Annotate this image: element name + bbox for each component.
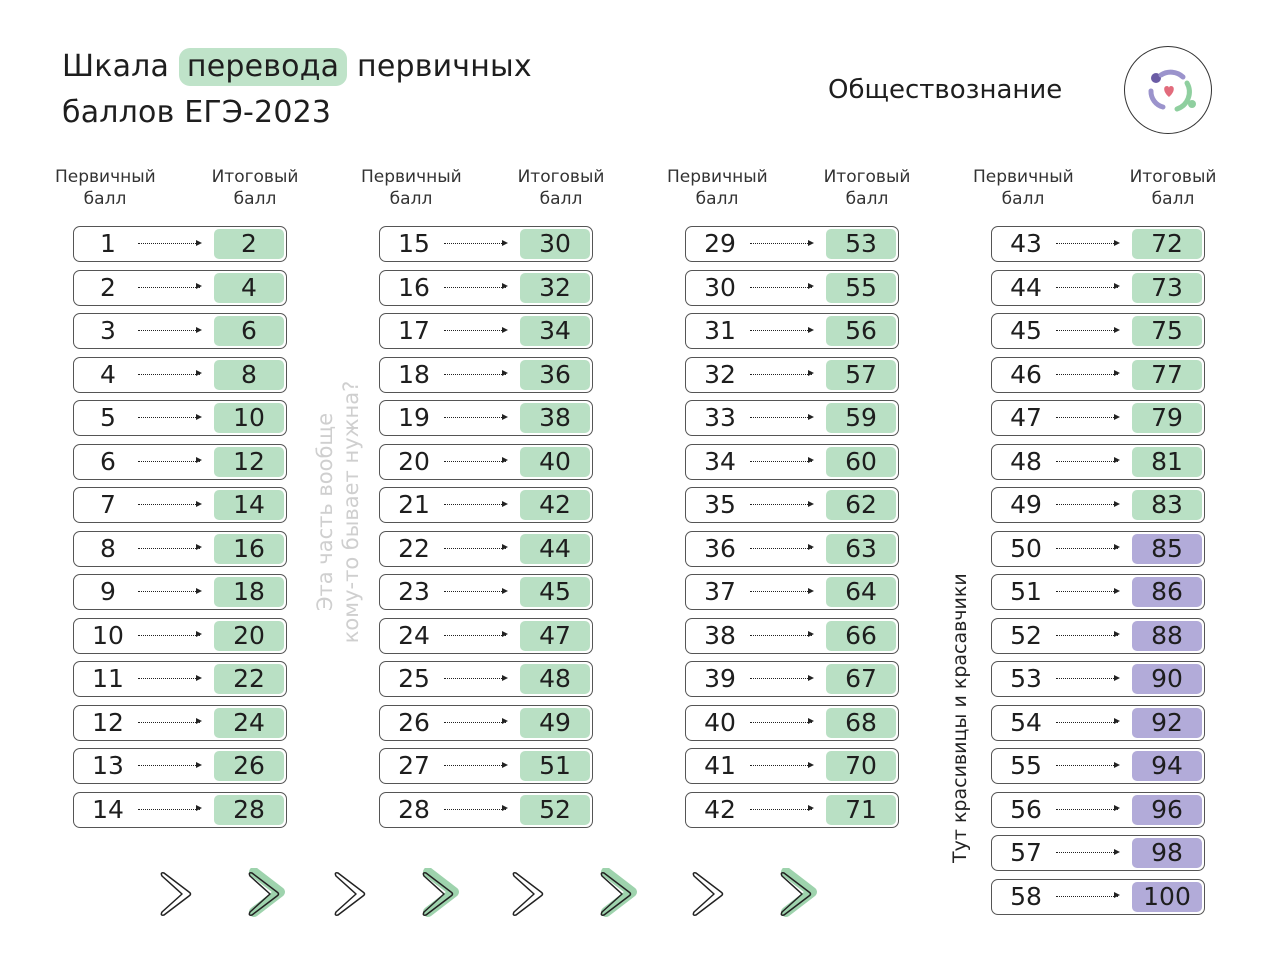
- chevron-right-icon: [156, 868, 200, 920]
- primary-score: 25: [398, 664, 430, 693]
- score-row: [379, 748, 593, 784]
- primary-score: 58: [1010, 881, 1042, 911]
- arrow-right-icon: [444, 548, 506, 549]
- primary-score: 51: [1010, 577, 1042, 606]
- score-row: [73, 574, 287, 610]
- title-line2: баллов ЕГЭ-2023: [62, 95, 332, 130]
- title-highlight: перевода: [179, 48, 347, 86]
- primary-score: 19: [398, 403, 430, 432]
- arrow-right-icon: [1056, 635, 1118, 636]
- arrow-right-icon: [1056, 461, 1118, 462]
- primary-score: 48: [1010, 446, 1042, 476]
- primary-score: 36: [704, 533, 736, 563]
- primary-score: 9: [100, 577, 116, 606]
- primary-score: 55: [1010, 751, 1042, 780]
- arrow-right-icon: [750, 504, 812, 505]
- arrow-right-icon: [444, 243, 506, 244]
- score-row: [379, 487, 593, 523]
- final-score: 75: [1132, 316, 1202, 346]
- final-score: 38: [520, 403, 590, 433]
- final-score: 66: [826, 621, 896, 651]
- score-row: [73, 487, 287, 523]
- arrow-right-icon: [444, 678, 506, 679]
- score-row: [379, 574, 593, 610]
- score-row: [991, 574, 1205, 610]
- side-note-left-line1: Эта часть вообще: [313, 412, 337, 612]
- score-row: [685, 226, 899, 262]
- primary-score: 31: [704, 316, 736, 345]
- primary-score: 6: [100, 446, 116, 476]
- final-score: 81: [1132, 447, 1202, 477]
- score-row: [991, 792, 1205, 828]
- final-score: 44: [520, 534, 590, 564]
- primary-score: 2: [100, 272, 116, 302]
- final-score: 72: [1132, 229, 1202, 259]
- arrow-right-icon: [1056, 678, 1118, 679]
- final-score: 32: [520, 273, 590, 303]
- score-row: [991, 226, 1205, 262]
- chevron-right-icon: [330, 868, 374, 920]
- final-score: 57: [826, 360, 896, 390]
- final-score: 14: [214, 490, 284, 520]
- final-score: 96: [1132, 795, 1202, 825]
- arrow-right-icon: [444, 809, 506, 810]
- final-score: 26: [214, 751, 284, 781]
- score-row: [379, 444, 593, 480]
- final-score: 88: [1132, 621, 1202, 651]
- final-score: 8: [214, 360, 284, 390]
- arrow-right-icon: [1056, 548, 1118, 549]
- score-row: [73, 748, 287, 784]
- score-row: [379, 357, 593, 393]
- score-row: [73, 618, 287, 654]
- final-score: 73: [1132, 273, 1202, 303]
- primary-score: 41: [704, 751, 736, 780]
- score-row: [685, 748, 899, 784]
- chevron-right-icon: [244, 868, 288, 920]
- score-row: [685, 270, 899, 306]
- score-row: [73, 270, 287, 306]
- score-row: [685, 313, 899, 349]
- final-score: 51: [520, 751, 590, 781]
- arrow-right-icon: [138, 417, 200, 418]
- score-row: [685, 487, 899, 523]
- primary-score: 46: [1010, 359, 1042, 389]
- arrow-right-icon: [750, 417, 812, 418]
- primary-score: 38: [704, 620, 736, 650]
- arrow-right-icon: [1056, 722, 1118, 723]
- score-row: [991, 357, 1205, 393]
- side-note-left-line2: кому-то бывает нужна?: [339, 380, 363, 644]
- primary-score: 28: [398, 794, 430, 824]
- arrow-right-icon: [750, 635, 812, 636]
- primary-score: 40: [704, 707, 736, 737]
- score-row: [991, 618, 1205, 654]
- score-row: [991, 444, 1205, 480]
- score-row: [73, 792, 287, 828]
- final-score: 18: [214, 577, 284, 607]
- primary-score: 42: [704, 794, 736, 824]
- score-row: [991, 270, 1205, 306]
- score-row: [379, 226, 593, 262]
- score-row: [991, 879, 1205, 915]
- arrow-right-icon: [1056, 287, 1118, 288]
- arrow-right-icon: [1056, 417, 1118, 418]
- score-row: [991, 748, 1205, 784]
- chevron-right-icon: [776, 868, 820, 920]
- arrow-right-icon: [750, 548, 812, 549]
- final-score: 49: [520, 708, 590, 738]
- arrow-right-icon: [138, 287, 200, 288]
- final-score: 2: [214, 229, 284, 259]
- final-score: 10: [214, 403, 284, 433]
- primary-score: 16: [398, 272, 430, 302]
- final-score: 98: [1132, 838, 1202, 868]
- score-row: [685, 444, 899, 480]
- final-score: 100: [1132, 882, 1202, 912]
- arrow-right-icon: [444, 765, 506, 766]
- primary-score: 10: [92, 620, 124, 650]
- arrow-right-icon: [750, 722, 812, 723]
- final-score: 62: [826, 490, 896, 520]
- final-score: 47: [520, 621, 590, 651]
- final-score: 83: [1132, 490, 1202, 520]
- score-row: [685, 792, 899, 828]
- score-row: [379, 313, 593, 349]
- final-score: 77: [1132, 360, 1202, 390]
- final-score: 55: [826, 273, 896, 303]
- arrow-right-icon: [750, 287, 812, 288]
- final-score: 4: [214, 273, 284, 303]
- final-score: 60: [826, 447, 896, 477]
- final-score: 34: [520, 316, 590, 346]
- column-header-final: Итоговый балл: [1129, 167, 1217, 209]
- primary-score: 26: [398, 707, 430, 737]
- score-row: [991, 400, 1205, 436]
- final-score: 22: [214, 664, 284, 694]
- primary-score: 45: [1010, 316, 1042, 345]
- score-row: [685, 618, 899, 654]
- primary-score: 29: [704, 229, 736, 258]
- primary-score: 54: [1010, 707, 1042, 737]
- final-score: 85: [1132, 534, 1202, 564]
- primary-score: 14: [92, 794, 124, 824]
- column-header-primary: Первичный балл: [667, 167, 768, 209]
- final-score: 16: [214, 534, 284, 564]
- score-row: [685, 705, 899, 741]
- arrow-right-icon: [750, 243, 812, 244]
- primary-score: 37: [704, 577, 736, 606]
- arrow-right-icon: [138, 243, 200, 244]
- final-score: 59: [826, 403, 896, 433]
- arrow-right-icon: [444, 417, 506, 418]
- arrow-right-icon: [138, 330, 200, 331]
- chevron-right-icon: [688, 868, 732, 920]
- score-row: [379, 270, 593, 306]
- score-row: [73, 313, 287, 349]
- arrow-right-icon: [1056, 243, 1118, 244]
- arrow-right-icon: [1056, 896, 1118, 897]
- column-header-primary: Первичный балл: [973, 167, 1074, 209]
- score-row: [73, 705, 287, 741]
- primary-score: 32: [704, 359, 736, 389]
- primary-score: 3: [100, 316, 116, 345]
- score-row: [379, 661, 593, 697]
- primary-score: 35: [704, 490, 736, 519]
- score-row: [991, 531, 1205, 567]
- arrow-right-icon: [444, 635, 506, 636]
- arrow-right-icon: [444, 330, 506, 331]
- final-score: 28: [214, 795, 284, 825]
- score-row: [73, 357, 287, 393]
- arrow-right-icon: [138, 809, 200, 810]
- score-row: [991, 313, 1205, 349]
- score-row: [73, 531, 287, 567]
- arrow-right-icon: [750, 809, 812, 810]
- final-score: 48: [520, 664, 590, 694]
- page-title: [62, 44, 532, 136]
- primary-score: 34: [704, 446, 736, 476]
- primary-score: 47: [1010, 403, 1042, 432]
- arrow-right-icon: [1056, 504, 1118, 505]
- arrow-right-icon: [1056, 852, 1118, 853]
- score-row: [685, 531, 899, 567]
- score-row: [685, 661, 899, 697]
- final-score: 42: [520, 490, 590, 520]
- primary-score: 53: [1010, 664, 1042, 693]
- final-score: 20: [214, 621, 284, 651]
- primary-score: 18: [398, 359, 430, 389]
- arrow-right-icon: [1056, 374, 1118, 375]
- arrow-right-icon: [138, 548, 200, 549]
- final-score: 36: [520, 360, 590, 390]
- primary-score: 39: [704, 664, 736, 693]
- primary-score: 52: [1010, 620, 1042, 650]
- final-score: 45: [520, 577, 590, 607]
- column-header-final: Итоговый балл: [823, 167, 911, 209]
- final-score: 94: [1132, 751, 1202, 781]
- primary-score: 44: [1010, 272, 1042, 302]
- score-row: [379, 618, 593, 654]
- score-row: [991, 835, 1205, 871]
- arrow-right-icon: [444, 722, 506, 723]
- primary-score: 50: [1010, 533, 1042, 563]
- final-score: 12: [214, 447, 284, 477]
- primary-score: 24: [398, 620, 430, 650]
- final-score: 86: [1132, 577, 1202, 607]
- score-row: [685, 574, 899, 610]
- score-row: [73, 226, 287, 262]
- column-header-primary: Первичный балл: [55, 167, 156, 209]
- column-header-final: Итоговый балл: [211, 167, 299, 209]
- chevron-right-icon: [508, 868, 552, 920]
- final-score: 6: [214, 316, 284, 346]
- score-row: [73, 661, 287, 697]
- arrow-right-icon: [444, 287, 506, 288]
- final-score: 71: [826, 795, 896, 825]
- primary-score: 17: [398, 316, 430, 345]
- side-note-right: Тут красивицы и красавчики: [949, 573, 971, 863]
- arrow-right-icon: [750, 765, 812, 766]
- primary-score: 12: [92, 707, 124, 737]
- score-row: [379, 531, 593, 567]
- final-score: 79: [1132, 403, 1202, 433]
- final-score: 24: [214, 708, 284, 738]
- primary-score: 15: [398, 229, 430, 258]
- column-header-final: Итоговый балл: [517, 167, 605, 209]
- arrow-right-icon: [750, 330, 812, 331]
- arrow-right-icon: [1056, 765, 1118, 766]
- score-row: [991, 487, 1205, 523]
- primary-score: 23: [398, 577, 430, 606]
- primary-score: 8: [100, 533, 116, 563]
- title-part1: Шкала: [62, 49, 170, 84]
- primary-score: 4: [100, 359, 116, 389]
- final-score: 52: [520, 795, 590, 825]
- score-row: [379, 792, 593, 828]
- primary-score: 11: [92, 664, 124, 693]
- primary-score: 7: [100, 490, 116, 519]
- arrow-right-icon: [138, 635, 200, 636]
- final-score: 67: [826, 664, 896, 694]
- score-row: [73, 400, 287, 436]
- final-score: 92: [1132, 708, 1202, 738]
- primary-score: 13: [92, 751, 124, 780]
- arrow-right-icon: [750, 461, 812, 462]
- arrow-right-icon: [444, 374, 506, 375]
- arrow-right-icon: [138, 504, 200, 505]
- primary-score: 21: [398, 490, 430, 519]
- arrow-right-icon: [138, 374, 200, 375]
- score-row: [991, 661, 1205, 697]
- primary-score: 22: [398, 533, 430, 563]
- primary-score: 56: [1010, 794, 1042, 824]
- score-row: [379, 705, 593, 741]
- score-row: [685, 357, 899, 393]
- final-score: 70: [826, 751, 896, 781]
- arrow-right-icon: [1056, 330, 1118, 331]
- final-score: 30: [520, 229, 590, 259]
- subject-name: Обществознание: [828, 75, 1063, 105]
- chevron-right-icon: [418, 868, 462, 920]
- primary-score: 27: [398, 751, 430, 780]
- final-score: 56: [826, 316, 896, 346]
- primary-score: 1: [100, 229, 116, 258]
- final-score: 40: [520, 447, 590, 477]
- arrow-right-icon: [750, 678, 812, 679]
- column-header-primary: Первичный балл: [361, 167, 462, 209]
- chevron-right-icon: [596, 868, 640, 920]
- arrow-right-icon: [444, 461, 506, 462]
- final-score: 68: [826, 708, 896, 738]
- primary-score: 30: [704, 272, 736, 302]
- title-part2: первичных: [357, 49, 532, 84]
- arrow-right-icon: [138, 678, 200, 679]
- arrow-right-icon: [750, 374, 812, 375]
- score-row: [73, 444, 287, 480]
- primary-score: 49: [1010, 490, 1042, 519]
- arrow-right-icon: [444, 591, 506, 592]
- primary-score: 5: [100, 403, 116, 432]
- arrow-right-icon: [750, 591, 812, 592]
- side-note-left: [312, 362, 372, 662]
- arrow-right-icon: [138, 591, 200, 592]
- primary-score: 43: [1010, 229, 1042, 258]
- arrow-right-icon: [138, 722, 200, 723]
- score-row: [379, 400, 593, 436]
- final-score: 63: [826, 534, 896, 564]
- arrow-right-icon: [444, 504, 506, 505]
- score-row: [991, 705, 1205, 741]
- primary-score: 33: [704, 403, 736, 432]
- final-score: 64: [826, 577, 896, 607]
- arrow-right-icon: [1056, 809, 1118, 810]
- score-row: [685, 400, 899, 436]
- arrow-right-icon: [1056, 591, 1118, 592]
- primary-score: 20: [398, 446, 430, 476]
- arrow-right-icon: [138, 461, 200, 462]
- final-score: 90: [1132, 664, 1202, 694]
- primary-score: 57: [1010, 838, 1042, 867]
- logo-icon: [1124, 46, 1212, 134]
- final-score: 53: [826, 229, 896, 259]
- arrow-right-icon: [138, 765, 200, 766]
